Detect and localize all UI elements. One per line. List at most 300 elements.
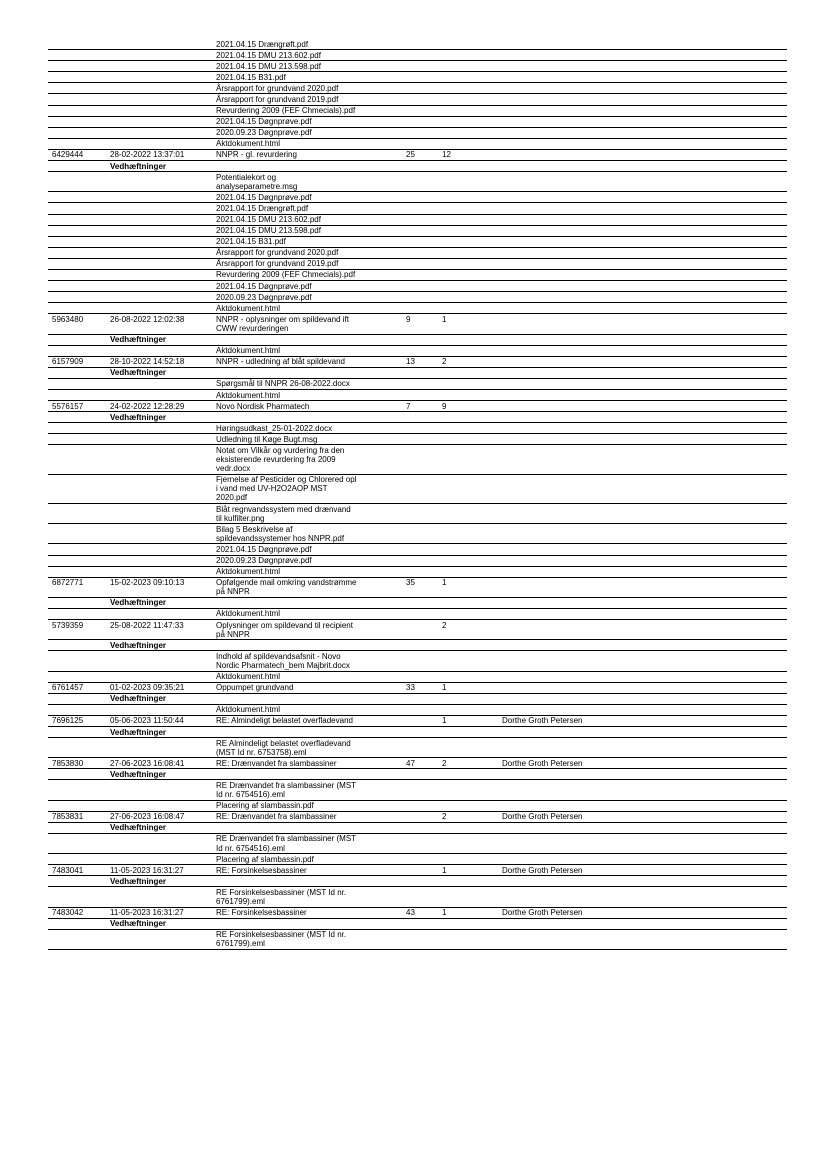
empty-cell: [406, 270, 442, 280]
empty-cell: [48, 823, 110, 833]
empty-cell: [502, 139, 787, 149]
document-row: [48, 357, 787, 368]
document-row: [48, 716, 787, 727]
attachment-title: Udledning til Køge Bugt.msg: [216, 434, 318, 444]
attachment-row: [48, 192, 787, 203]
attachment-title: Årsrapport for grundvand 2019.pdf: [216, 94, 339, 104]
empty-cell: [442, 705, 502, 715]
empty-cell: [502, 390, 787, 400]
empty-cell: [48, 368, 110, 378]
empty-cell: [502, 854, 787, 864]
attachments-label-row: [48, 640, 787, 651]
doc-id: 6761457: [52, 683, 84, 693]
empty-cell: [442, 694, 502, 704]
empty-cell: [442, 651, 502, 670]
empty-cell: [406, 780, 442, 799]
doc-date: 28-10-2022 14:52:18: [110, 357, 185, 367]
attachment-row: [48, 72, 787, 83]
empty-cell: [442, 769, 502, 779]
document-table: [48, 39, 787, 950]
empty-cell: [48, 919, 110, 929]
doc-count-a: 35: [406, 578, 415, 588]
empty-cell: [48, 544, 110, 554]
empty-cell: [48, 192, 110, 202]
doc-count-a: [406, 865, 442, 875]
empty-cell: [502, 705, 787, 715]
empty-cell: [502, 72, 787, 82]
attachment-row: [48, 259, 787, 270]
doc-count-a: 9: [406, 314, 411, 324]
doc-id: 7853831: [52, 812, 84, 822]
empty-cell: [406, 876, 442, 886]
empty-cell: [48, 390, 110, 400]
empty-cell: [48, 672, 110, 682]
empty-cell: [406, 727, 442, 737]
attachment-title: Aktdokument.html: [216, 567, 281, 577]
empty-cell: [502, 292, 787, 302]
empty-cell: [406, 556, 442, 566]
empty-cell: [406, 72, 442, 82]
doc-date: 01-02-2023 09:35:21: [110, 683, 185, 693]
empty-cell: [110, 567, 216, 577]
empty-cell: [48, 292, 110, 302]
empty-cell: [442, 556, 502, 566]
empty-cell: [406, 598, 442, 608]
attachment-row: [48, 215, 787, 226]
empty-cell: [48, 834, 110, 853]
empty-cell: [502, 303, 787, 313]
empty-cell: [406, 445, 442, 473]
empty-cell: [442, 83, 502, 93]
attachment-row: [48, 567, 787, 578]
empty-cell: [110, 303, 216, 313]
empty-cell: [442, 919, 502, 929]
attachment-row: [48, 270, 787, 281]
empty-cell: [406, 567, 442, 577]
attachment-title: Aktdokument.html: [216, 303, 281, 313]
empty-cell: [110, 72, 216, 82]
empty-cell: [502, 834, 787, 853]
empty-cell: [502, 192, 787, 202]
empty-cell: [502, 161, 787, 171]
attachment-title: Fjernelse af Pesticider og Chlorered opl i vand med UV-H2O2AOP MST 2020.pdf: [216, 475, 357, 503]
empty-cell: [406, 335, 442, 345]
doc-id: 5576157: [52, 401, 84, 411]
empty-cell: [502, 39, 787, 49]
attachment-row: [48, 172, 787, 192]
document-row: [48, 620, 787, 640]
attachment-title: Aktdokument.html: [216, 139, 281, 149]
empty-cell: [406, 203, 442, 213]
attachment-title: 2021.04.15 B31.pdf: [216, 237, 286, 247]
empty-cell: [406, 346, 442, 356]
empty-cell: [442, 335, 502, 345]
attachment-title: 2021.04.15 Døgnprøve.pdf: [216, 544, 312, 554]
doc-title: RE: Forsinkelsesbassiner: [216, 908, 307, 918]
doc-count-b: 1: [442, 865, 447, 875]
empty-cell: [502, 780, 787, 799]
empty-cell: [48, 930, 110, 949]
empty-cell: [110, 259, 216, 269]
empty-cell: [442, 192, 502, 202]
empty-cell: [442, 598, 502, 608]
empty-cell: [48, 854, 110, 864]
attachment-title: 2021.04.15 B31.pdf: [216, 72, 286, 82]
attachments-label: Vedhæftninger: [110, 727, 167, 737]
empty-cell: [216, 640, 406, 650]
empty-cell: [502, 919, 787, 929]
empty-cell: [48, 72, 110, 82]
empty-cell: [110, 226, 216, 236]
attachments-label: Vedhæftninger: [110, 694, 167, 704]
doc-count-b: 1: [442, 314, 447, 324]
doc-date: 28-02-2022 13:37:01: [110, 150, 185, 160]
doc-id: 7696125: [52, 716, 84, 726]
attachments-label-row: [48, 727, 787, 738]
empty-cell: [110, 524, 216, 543]
attachment-row: [48, 887, 787, 907]
document-row: [48, 150, 787, 161]
empty-cell: [502, 445, 787, 473]
empty-cell: [502, 930, 787, 949]
doc-title: RE: Forsinkelsesbassiner: [216, 865, 307, 875]
doc-id: 7853830: [52, 758, 84, 768]
attachment-title: Bilag 5 Beskrivelse af spildevandssystemer hos NNPR.pdf: [216, 524, 345, 543]
attachment-title: Aktdokument.html: [216, 346, 281, 356]
doc-date: 11-05-2023 16:31:27: [110, 908, 184, 918]
empty-cell: [442, 780, 502, 799]
attachment-row: [48, 475, 787, 504]
empty-cell: [502, 504, 787, 523]
empty-cell: [502, 801, 787, 811]
attachments-label-row: [48, 368, 787, 379]
empty-cell: [48, 598, 110, 608]
doc-author: Dorthe Groth Petersen: [502, 716, 583, 726]
attachment-row: [48, 445, 787, 474]
empty-cell: [110, 705, 216, 715]
doc-count-b: 2: [442, 812, 447, 822]
empty-cell: [502, 237, 787, 247]
doc-id: 7483041: [52, 865, 84, 875]
empty-cell: [442, 609, 502, 619]
empty-cell: [110, 556, 216, 566]
attachments-label: Vedhæftninger: [110, 769, 167, 779]
empty-cell: [216, 823, 406, 833]
empty-cell: [502, 281, 787, 291]
empty-cell: [406, 524, 442, 543]
empty-cell: [442, 887, 502, 906]
empty-cell: [216, 876, 406, 886]
doc-title: NNPR - oplysninger om spildevand ift CWW revurderingen: [216, 314, 349, 333]
attachment-row: [48, 248, 787, 259]
attachment-row: [48, 281, 787, 292]
attachment-title: Revurdering 2009 (FEF Chmecials).pdf: [216, 270, 356, 280]
attachment-title: Årsrapport for grundvand 2020.pdf: [216, 248, 339, 258]
document-row: [48, 314, 787, 334]
empty-cell: [48, 83, 110, 93]
attachment-row: [48, 346, 787, 357]
empty-cell: [406, 640, 442, 650]
empty-cell: [406, 292, 442, 302]
empty-cell: [502, 106, 787, 116]
empty-cell: [216, 769, 406, 779]
doc-count-b: 1: [442, 716, 447, 726]
attachment-title: RE Drænvandet fra slambassiner (MST Id nr. 6754516).eml: [216, 780, 357, 800]
doc-author: [502, 578, 787, 597]
empty-cell: [406, 139, 442, 149]
empty-cell: [48, 39, 110, 49]
attachment-row: [48, 128, 787, 139]
empty-cell: [48, 609, 110, 619]
attachment-row: [48, 556, 787, 567]
empty-cell: [442, 876, 502, 886]
empty-cell: [502, 94, 787, 104]
attachment-row: [48, 672, 787, 683]
empty-cell: [502, 434, 787, 444]
empty-cell: [110, 61, 216, 71]
empty-cell: [502, 412, 787, 422]
attachment-row: [48, 780, 787, 800]
doc-id: 5963480: [52, 314, 84, 324]
empty-cell: [502, 524, 787, 543]
empty-cell: [48, 139, 110, 149]
empty-cell: [442, 567, 502, 577]
doc-count-a: 13: [406, 357, 415, 367]
empty-cell: [110, 423, 216, 433]
doc-count-a: 33: [406, 683, 415, 693]
empty-cell: [442, 801, 502, 811]
empty-cell: [110, 504, 216, 523]
empty-cell: [110, 106, 216, 116]
empty-cell: [48, 172, 110, 191]
empty-cell: [502, 556, 787, 566]
doc-title: NNPR - gl. revurdering: [216, 150, 297, 160]
doc-date: 24-02-2022 12:28:29: [110, 401, 185, 411]
document-row: [48, 865, 787, 876]
empty-cell: [442, 117, 502, 127]
empty-cell: [502, 887, 787, 906]
empty-cell: [48, 281, 110, 291]
empty-cell: [502, 270, 787, 280]
attachment-row: [48, 94, 787, 105]
attachments-label: Vedhæftninger: [110, 598, 167, 608]
doc-title: RE: Almindeligt belastet overfladevand: [216, 716, 353, 726]
attachment-title: Spørgsmål til NNPR 26-08-2022.docx: [216, 379, 350, 389]
empty-cell: [110, 39, 216, 49]
empty-cell: [48, 215, 110, 225]
empty-cell: [442, 281, 502, 291]
doc-author: [502, 620, 787, 639]
attachment-row: [48, 423, 787, 434]
empty-cell: [406, 161, 442, 171]
empty-cell: [48, 335, 110, 345]
empty-cell: [110, 292, 216, 302]
empty-cell: [442, 270, 502, 280]
empty-cell: [502, 544, 787, 554]
empty-cell: [406, 128, 442, 138]
empty-cell: [502, 475, 787, 503]
empty-cell: [48, 475, 110, 503]
attachments-label-row: [48, 769, 787, 780]
doc-author: [502, 401, 787, 411]
empty-cell: [406, 281, 442, 291]
attachment-row: [48, 83, 787, 94]
attachment-row: [48, 651, 787, 671]
empty-cell: [442, 346, 502, 356]
empty-cell: [502, 215, 787, 225]
empty-cell: [406, 368, 442, 378]
empty-cell: [406, 172, 442, 191]
attachment-row: [48, 139, 787, 150]
empty-cell: [406, 106, 442, 116]
empty-cell: [406, 651, 442, 670]
doc-count-a: [406, 812, 442, 822]
attachment-title: 2021.04.15 Drængrøft.pdf: [216, 39, 309, 49]
attachment-title: 2021.04.15 Døgnprøve.pdf: [216, 117, 312, 127]
empty-cell: [110, 434, 216, 444]
empty-cell: [406, 259, 442, 269]
empty-cell: [442, 475, 502, 503]
doc-date: 27-06-2023 16:08:47: [110, 812, 185, 822]
empty-cell: [110, 50, 216, 60]
document-row: [48, 578, 787, 598]
empty-cell: [442, 738, 502, 757]
empty-cell: [48, 303, 110, 313]
attachments-label: Vedhæftninger: [110, 412, 167, 422]
empty-cell: [502, 640, 787, 650]
attachments-label-row: [48, 876, 787, 887]
empty-cell: [502, 368, 787, 378]
empty-cell: [48, 640, 110, 650]
attachment-row: [48, 738, 787, 758]
document-row: [48, 812, 787, 823]
attachment-title: 2020.09.23 Døgnprøve.pdf: [216, 292, 312, 302]
doc-id: 6157909: [52, 357, 84, 367]
empty-cell: [110, 780, 216, 799]
empty-cell: [442, 203, 502, 213]
empty-cell: [442, 94, 502, 104]
empty-cell: [442, 544, 502, 554]
empty-cell: [442, 172, 502, 191]
empty-cell: [406, 694, 442, 704]
empty-cell: [48, 61, 110, 71]
empty-cell: [110, 203, 216, 213]
empty-cell: [406, 504, 442, 523]
attachment-title: Potentialekort og analyseparametre.msg: [216, 172, 298, 191]
doc-count-b: 1: [442, 683, 447, 693]
empty-cell: [406, 50, 442, 60]
attachments-label: Vedhæftninger: [110, 640, 167, 650]
empty-cell: [110, 346, 216, 356]
empty-cell: [406, 412, 442, 422]
empty-cell: [406, 390, 442, 400]
empty-cell: [110, 651, 216, 670]
empty-cell: [216, 368, 406, 378]
empty-cell: [442, 39, 502, 49]
empty-cell: [48, 237, 110, 247]
attachments-label-row: [48, 335, 787, 346]
attachment-row: [48, 504, 787, 524]
empty-cell: [48, 346, 110, 356]
attachment-title: Aktdokument.html: [216, 609, 281, 619]
empty-cell: [502, 226, 787, 236]
empty-cell: [502, 823, 787, 833]
empty-cell: [502, 769, 787, 779]
empty-cell: [502, 609, 787, 619]
attachment-title: Årsrapport for grundvand 2019.pdf: [216, 259, 339, 269]
attachments-label: Vedhæftninger: [110, 368, 167, 378]
doc-count-a: 47: [406, 758, 415, 768]
doc-author: [502, 314, 787, 333]
empty-cell: [442, 226, 502, 236]
empty-cell: [110, 379, 216, 389]
attachment-row: [48, 544, 787, 555]
doc-count-b: 2: [442, 357, 447, 367]
empty-cell: [110, 609, 216, 619]
doc-count-b: 9: [442, 401, 447, 411]
empty-cell: [442, 303, 502, 313]
empty-cell: [502, 598, 787, 608]
empty-cell: [110, 801, 216, 811]
empty-cell: [502, 876, 787, 886]
empty-cell: [110, 128, 216, 138]
empty-cell: [216, 161, 406, 171]
empty-cell: [442, 61, 502, 71]
empty-cell: [406, 192, 442, 202]
attachment-row: [48, 930, 787, 950]
attachment-title: RE Forsinkelsesbassiner (MST Id nr. 6761799).eml: [216, 887, 347, 906]
empty-cell: [48, 801, 110, 811]
empty-cell: [48, 524, 110, 543]
empty-cell: [406, 237, 442, 247]
empty-cell: [502, 672, 787, 682]
empty-cell: [48, 248, 110, 258]
doc-date: 25-08-2022 11:47:33: [110, 620, 184, 630]
attachment-row: [48, 379, 787, 390]
doc-author: [502, 357, 787, 367]
doc-title: RE: Drænvandet fra slambassiner: [216, 758, 337, 768]
empty-cell: [502, 335, 787, 345]
empty-cell: [216, 412, 406, 422]
attachment-title: RE Drænvandet fra slambassiner (MST Id nr. 6754516).eml: [216, 834, 357, 853]
doc-id: 6872771: [52, 578, 84, 588]
attachment-row: [48, 117, 787, 128]
doc-date: 27-06-2023 16:08:41: [110, 758, 185, 768]
attachment-row: [48, 834, 787, 854]
empty-cell: [110, 117, 216, 127]
attachments-label-row: [48, 161, 787, 172]
doc-date: 26-08-2022 12:02:38: [110, 314, 185, 324]
empty-cell: [406, 801, 442, 811]
doc-title: RE: Drænvandet fra slambassiner: [216, 812, 337, 822]
empty-cell: [48, 412, 110, 422]
empty-cell: [442, 379, 502, 389]
empty-cell: [502, 379, 787, 389]
empty-cell: [48, 887, 110, 906]
empty-cell: [442, 834, 502, 853]
empty-cell: [502, 727, 787, 737]
empty-cell: [406, 475, 442, 503]
empty-cell: [48, 94, 110, 104]
empty-cell: [406, 226, 442, 236]
doc-author: Dorthe Groth Petersen: [502, 758, 583, 768]
empty-cell: [406, 919, 442, 929]
empty-cell: [502, 346, 787, 356]
empty-cell: [48, 694, 110, 704]
attachment-row: [48, 292, 787, 303]
attachments-label-row: [48, 598, 787, 609]
attachment-row: [48, 203, 787, 214]
